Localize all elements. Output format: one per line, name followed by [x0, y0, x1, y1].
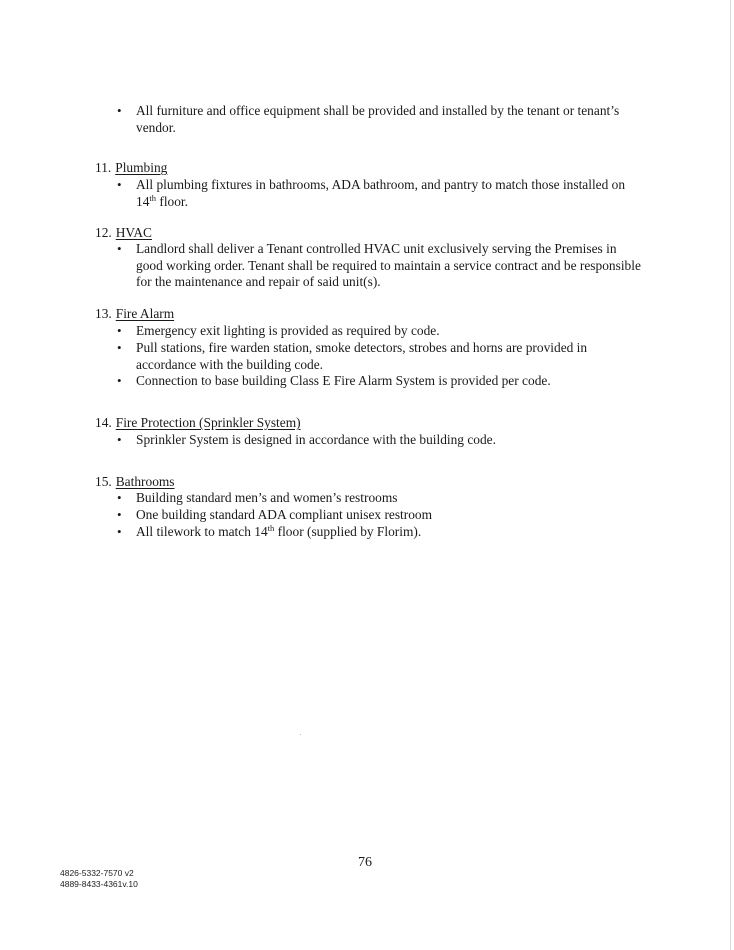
scan-speck	[300, 734, 301, 735]
doc-id-1: 4826-5332-7570 v2	[60, 868, 134, 878]
section-title: HVAC	[115, 225, 152, 240]
list-item-text: Connection to base building Class E Fire Alarm System is provided per code.	[136, 373, 551, 388]
section-11-heading	[95, 160, 167, 177]
list-item-text: One building standard ADA compliant unisex restroom	[136, 507, 433, 522]
list-item	[117, 432, 647, 449]
bullet-icon: •	[117, 103, 122, 118]
list-item-text: All plumbing fixtures in bathrooms, ADA bathroom, and pantry to match those installed on 14th floor.	[136, 177, 626, 209]
section-title: Plumbing	[115, 160, 168, 175]
section-number: 11.	[95, 160, 112, 175]
list-item	[117, 340, 647, 373]
list-item	[117, 490, 647, 507]
section-title: Bathrooms	[115, 474, 175, 489]
section-number: 12.	[95, 225, 112, 240]
list-item-text: Sprinkler System is designed in accordance with the building code.	[136, 432, 496, 447]
list-item-text: Building standard men’s and women’s restrooms	[136, 490, 398, 505]
document-ids	[60, 868, 138, 890]
intro-item-text: All furniture and office equipment shall be provided and installed by the tenant or tenant’s vendor.	[136, 103, 620, 135]
bullet-icon: •	[117, 241, 122, 256]
list-item	[117, 177, 647, 210]
section-14-heading	[95, 415, 301, 432]
bullet-icon: •	[117, 524, 122, 539]
section-title: Fire Protection (Sprinkler System)	[115, 415, 301, 430]
list-item-text: All tilework to match 14th floor (supplied by Florim).	[136, 523, 422, 539]
doc-id-2: 4889-8433-4361v.10	[60, 879, 138, 889]
list-item-text: Landlord shall deliver a Tenant controlled HVAC unit exclusively serving the Premises in good working order. Tenant shall be required to maintain a service contract and be responsible for the maintenance and repair of said unit(s).	[136, 241, 641, 290]
section-15-heading	[95, 474, 175, 491]
bullet-icon: •	[117, 177, 122, 192]
section-title: Fire Alarm	[115, 306, 175, 321]
page-number: 76	[358, 855, 372, 870]
list-item-text: Emergency exit lighting is provided as required by code.	[136, 323, 440, 338]
bullet-icon: •	[117, 432, 122, 447]
list-item-text: Pull stations, fire warden station, smoke detectors, strobes and horns are provided in accordance with the building code.	[136, 340, 588, 372]
list-item	[117, 323, 647, 340]
section-number: 14.	[95, 415, 112, 430]
bullet-icon: •	[117, 507, 122, 522]
section-13-heading	[95, 306, 174, 323]
list-item	[117, 373, 647, 390]
list-item	[117, 524, 647, 541]
bullet-icon: •	[117, 373, 122, 388]
bullet-icon: •	[117, 490, 122, 505]
section-number: 13.	[95, 306, 112, 321]
list-item	[117, 241, 647, 291]
bullet-icon: •	[117, 340, 122, 355]
intro-list-item	[117, 103, 647, 136]
list-item	[117, 507, 647, 524]
bullet-icon: •	[117, 323, 122, 338]
scan-edge-line	[730, 0, 731, 950]
section-12-heading	[95, 225, 152, 242]
section-number: 15.	[95, 474, 112, 489]
